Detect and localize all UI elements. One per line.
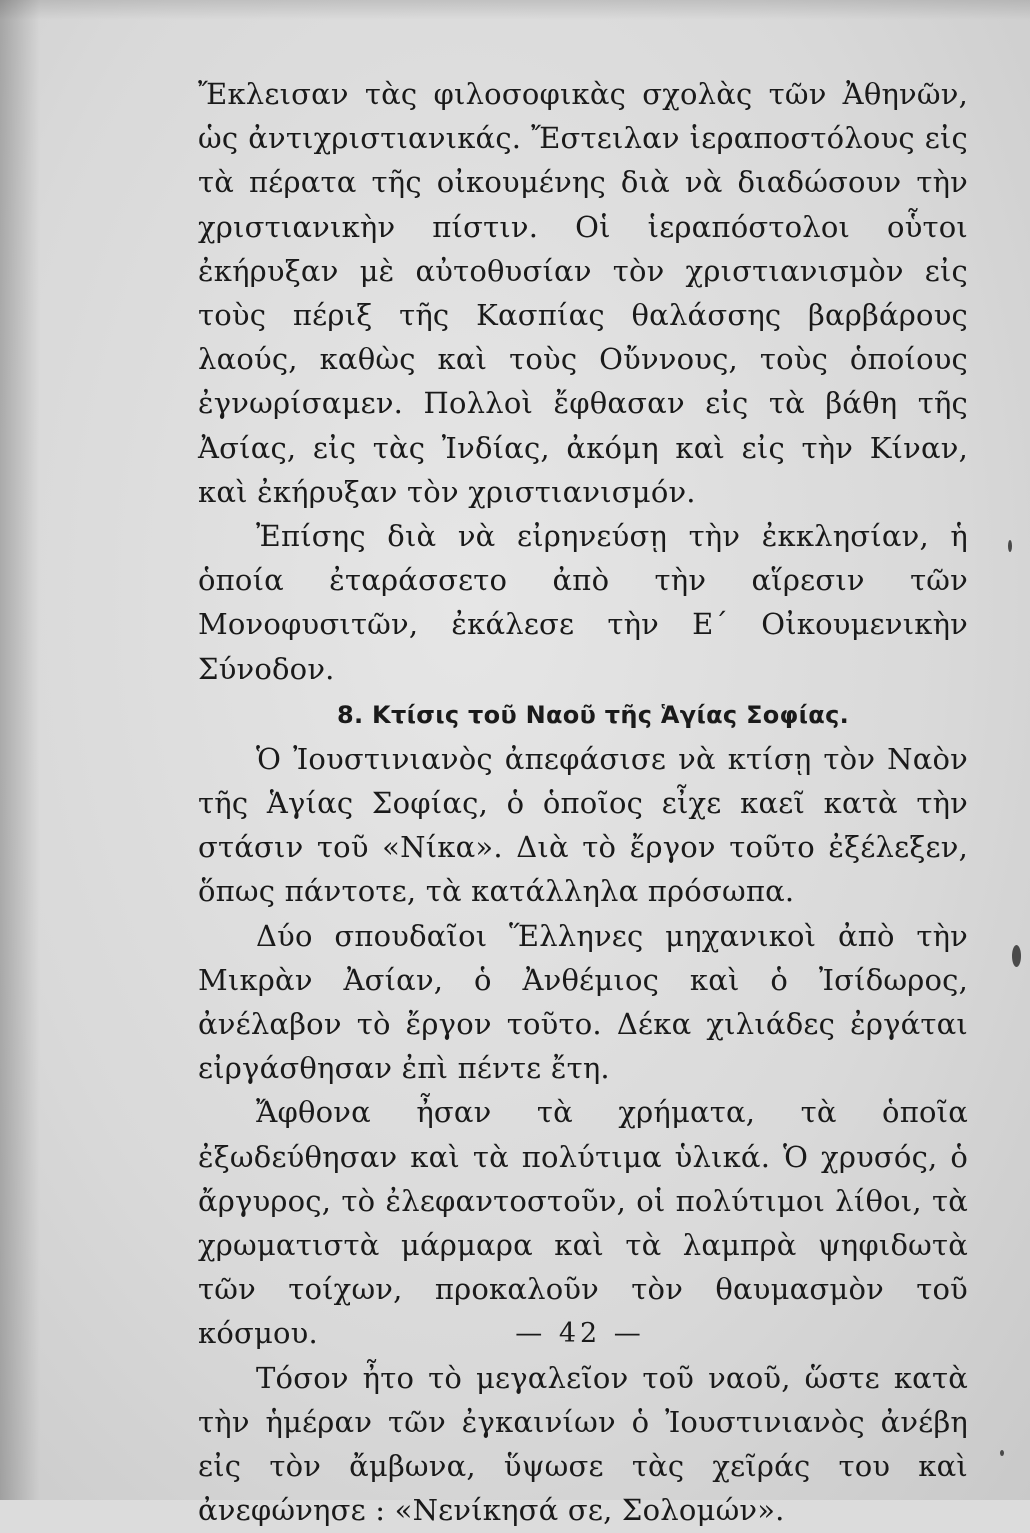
- paragraph-hagia-sophia-decision: Ὁ Ἰουστινιανὸς ἀπεφάσισε νὰ κτίσῃ τὸν Ναὸν τῆς Ἁγίας Σοφίας, ὁ ὁποῖος εἶχε καεῖ κατὰ τὴν στάσιν τοῦ «Νίκα». Διὰ τὸ ἔργον τοῦτο ἐξέλεξεν, ὅπως πάντοτε, τὰ κατάλληλα πρόσωπα.: [198, 741, 968, 909]
- page-top-shadow: [0, 0, 1030, 20]
- page-number: — 42 —: [515, 1318, 645, 1349]
- paragraph-council: Ἐπίσης διὰ νὰ εἰρηνεύσῃ τὴν ἐκκλησίαν, ἡ ὁποία ἐταράσσετο ἀπὸ τὴν αἵρεσιν τῶν Μονοφυσιτῶν, ἐκάλεσε τὴν Ε΄ Οἰκουμενικὴν Σύνοδον.: [198, 519, 968, 686]
- page-binding-shadow: [0, 0, 40, 1500]
- paragraph-engineers: Δύο σπουδαῖοι Ἕλληνες μηχανικοὶ ἀπὸ τὴν Μικρὰν Ἀσίαν, ὁ Ἀνθέμιος καὶ ὁ Ἰσίδωρος, ἀνέλαβον τὸ ἔργον τοῦτο. Δέκα χιλιάδες ἐργάται εἰργάσθησαν ἐπὶ πέντε ἔτη.: [198, 918, 968, 1086]
- ink-speck: [1000, 1450, 1004, 1456]
- paragraph-missions: Ἔκλεισαν τὰς φιλοσοφικὰς σχολὰς τῶν Ἀθηνῶν, ὡς ἀντιχριστιανικάς. Ἔστειλαν ἱεραποστόλους εἰς τὰ πέρατα τῆς οἰκουμένης διὰ νὰ διαδώσουν τὴν χριστιανικὴν πίστιν. Οἱ ἱεραπόστολοι οὗτοι ἐκήρυξαν μὲ αὐτοθυσίαν τὸν χριστιανισμὸν εἰς τοὺς πέριξ τῆς Κασπίας θαλάσσης βαρβάρους λαούς, καθὼς καὶ τοὺς Οὔννους, τοὺς ὁποίους ἐγνωρίσαμεν. Πολλοὶ ἔφθασαν εἰς τὰ βάθη τῆς Ἀσίας, εἰς τὰς Ἰνδίας, ἀκόμη καὶ εἰς τὴν Κίναν, καὶ ἐκήρυξαν τὸν χριστιανισμόν.: [198, 77, 968, 509]
- ink-speck: [1012, 945, 1021, 967]
- paragraph-inauguration: Τόσον ἦτο τὸ μεγαλεῖον τοῦ ναοῦ, ὥστε κατὰ τὴν ἡμέραν τῶν ἐγκαινίων ὁ Ἰουστινιανὸς ἀνέβη εἰς τὸν ἄμβωνα, ὕψωσε τὰς χεῖράς του καὶ ἀνεφώνησε : «Νενίκησά σε, Σολομών».: [198, 1360, 968, 1528]
- section-heading: 8. Κτίσις τοῦ Ναοῦ τῆς Ἁγίας Σοφίας.: [336, 700, 850, 729]
- paragraph-materials: Ἄφθονα ἦσαν τὰ χρήματα, τὰ ὁποῖα ἐξωδεύθησαν καὶ τὰ πολύτιμα ὑλικά. Ὁ χρυσός, ὁ ἄργυρος, τὸ ἐλεφαντοστοῦν, οἱ πολύτιμοι λίθοι, τὰ χρωματιστὰ μάρμαρα καὶ τὰ λαμπρὰ ψηφιδωτὰ τῶν τοίχων, προκαλοῦν τὸν θαυμασμὸν τοῦ κόσμου.: [198, 1095, 968, 1351]
- page-text-block: [198, 72, 968, 1533]
- ink-speck: [1008, 540, 1012, 552]
